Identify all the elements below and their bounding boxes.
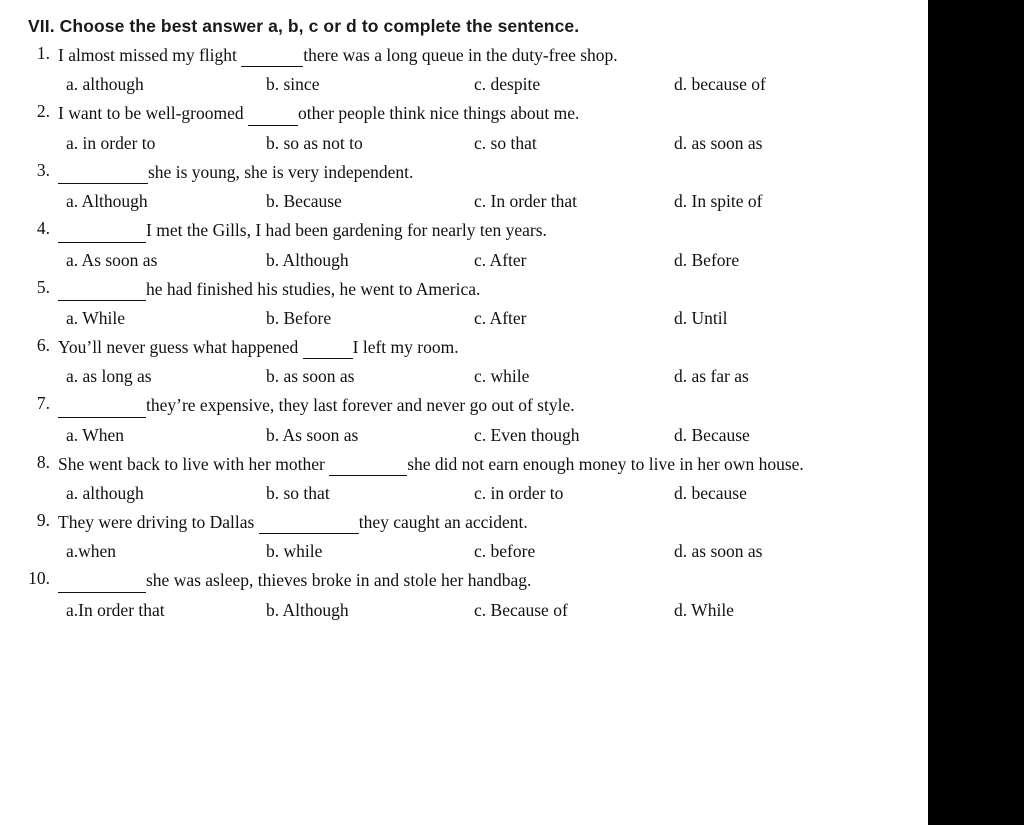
option-choice[interactable]: c. despite bbox=[474, 74, 541, 95]
answer-blank[interactable] bbox=[259, 508, 359, 534]
option-choice[interactable]: a. Although bbox=[66, 191, 148, 212]
section-title: Choose the best answer a, b, c or d to complete the sentence. bbox=[59, 16, 580, 36]
option-choice[interactable]: b. since bbox=[266, 74, 320, 95]
question-text bbox=[58, 277, 910, 303]
option-choice[interactable]: b. so as not to bbox=[266, 132, 363, 153]
question-row bbox=[28, 568, 910, 594]
question-number: 1. bbox=[36, 43, 50, 63]
question-text bbox=[58, 160, 910, 186]
question-text-after-blank: they caught an accident. bbox=[358, 512, 528, 532]
option-choice[interactable]: a. as long as bbox=[66, 366, 152, 387]
question-row bbox=[28, 43, 910, 69]
option-choice[interactable]: b. while bbox=[266, 541, 323, 562]
question-number: 8. bbox=[36, 451, 50, 472]
question-number: 3. bbox=[36, 159, 50, 180]
option-choice[interactable]: a. although bbox=[66, 74, 144, 95]
question-row bbox=[28, 452, 910, 478]
option-choice[interactable]: b. Because bbox=[266, 191, 342, 212]
option-row bbox=[66, 366, 910, 387]
option-choice[interactable]: b. Although bbox=[266, 599, 349, 620]
question-text-after-blank: they’re expensive, they last forever and never go out of style. bbox=[146, 395, 575, 416]
option-choice[interactable]: b. so that bbox=[266, 483, 330, 503]
option-row bbox=[66, 191, 910, 212]
answer-blank[interactable] bbox=[303, 333, 353, 359]
option-row bbox=[66, 250, 910, 271]
option-choice[interactable]: a. When bbox=[66, 424, 124, 445]
option-choice[interactable]: c. Even though bbox=[474, 424, 580, 445]
question-text bbox=[58, 393, 910, 419]
option-choice[interactable]: d. While bbox=[674, 599, 734, 620]
question-text-after-blank: she is young, she is very independent. bbox=[148, 161, 414, 182]
question-text-before-blank: They were driving to Dallas bbox=[58, 512, 259, 532]
question-text bbox=[58, 101, 910, 127]
question-row bbox=[28, 218, 910, 244]
option-choice[interactable]: b. as soon as bbox=[266, 366, 355, 387]
answer-blank[interactable] bbox=[58, 158, 148, 184]
question-text bbox=[58, 43, 910, 69]
option-choice[interactable]: c. Because of bbox=[474, 599, 568, 620]
question-text bbox=[58, 452, 910, 478]
question-number: 6. bbox=[36, 334, 50, 355]
option-choice[interactable]: c. After bbox=[474, 307, 527, 328]
answer-blank[interactable] bbox=[241, 41, 303, 67]
option-choice[interactable]: c. while bbox=[474, 366, 530, 387]
option-choice[interactable]: c. In order that bbox=[474, 191, 578, 212]
answer-blank[interactable] bbox=[58, 216, 146, 242]
option-choice[interactable]: d. Before bbox=[674, 249, 740, 270]
question-number: 7. bbox=[36, 393, 50, 414]
question-text bbox=[58, 568, 910, 594]
question-text-after-blank: other people think nice things about me. bbox=[298, 103, 580, 124]
question-row bbox=[28, 277, 910, 303]
question-text-before-blank: You’ll never guess what happened bbox=[58, 336, 303, 357]
option-row bbox=[66, 74, 910, 95]
option-choice[interactable]: d. as far as bbox=[674, 366, 749, 387]
option-choice[interactable]: b. Before bbox=[266, 307, 332, 328]
section-number: VII. bbox=[28, 16, 55, 36]
option-choice[interactable]: d. because bbox=[674, 483, 747, 503]
question-text-before-blank: I almost missed my flight bbox=[58, 45, 242, 65]
question-number: 10. bbox=[28, 568, 50, 589]
option-choice[interactable]: c. before bbox=[474, 541, 536, 562]
question-row bbox=[28, 335, 910, 361]
option-choice[interactable]: a.In order that bbox=[66, 599, 165, 620]
question-number: 5. bbox=[36, 276, 50, 297]
option-choice[interactable]: d. Because bbox=[674, 424, 750, 445]
question-text-after-blank: there was a long queue in the duty-free shop. bbox=[303, 45, 618, 65]
option-row bbox=[66, 600, 910, 621]
answer-blank[interactable] bbox=[58, 391, 146, 417]
option-row bbox=[66, 541, 910, 562]
question-text-after-blank: she was asleep, thieves broke in and stole her handbag. bbox=[146, 570, 532, 591]
option-choice[interactable]: d. In spite of bbox=[674, 191, 763, 212]
option-choice[interactable]: b. As soon as bbox=[266, 424, 359, 445]
option-choice[interactable]: c. in order to bbox=[474, 483, 564, 503]
option-row bbox=[66, 308, 910, 329]
question-text-after-blank: I met the Gills, I had been gardening for nearly ten years. bbox=[146, 220, 547, 241]
option-choice[interactable]: d. because of bbox=[674, 74, 766, 95]
question-list bbox=[28, 43, 910, 621]
question-number: 4. bbox=[36, 218, 50, 239]
section-heading bbox=[28, 16, 910, 37]
question-text bbox=[58, 218, 910, 244]
question-text-after-blank: she did not earn enough money to live in her own house. bbox=[407, 453, 804, 474]
question-text-after-blank: he had finished his studies, he went to America. bbox=[146, 278, 481, 299]
question-row bbox=[28, 393, 910, 419]
option-choice[interactable]: d. as soon as bbox=[674, 132, 763, 153]
option-choice[interactable]: a.when bbox=[66, 541, 117, 562]
option-choice[interactable]: b. Although bbox=[266, 249, 349, 270]
question-text-after-blank: I left my room. bbox=[352, 336, 459, 357]
option-choice[interactable]: a. While bbox=[66, 307, 125, 328]
question-number: 2. bbox=[36, 101, 50, 122]
answer-blank[interactable] bbox=[58, 566, 146, 592]
option-row bbox=[66, 483, 910, 504]
option-row bbox=[66, 133, 910, 154]
option-choice[interactable]: a. in order to bbox=[66, 132, 156, 153]
question-text bbox=[58, 510, 910, 536]
question-number: 9. bbox=[36, 510, 50, 530]
option-choice[interactable]: a. As soon as bbox=[66, 249, 158, 270]
question-row bbox=[28, 101, 910, 127]
question-text-before-blank: I want to be well-groomed bbox=[58, 103, 249, 124]
option-choice[interactable]: c. so that bbox=[474, 132, 537, 153]
question-text bbox=[58, 335, 910, 361]
answer-blank[interactable] bbox=[329, 450, 407, 476]
option-choice[interactable]: d. as soon as bbox=[674, 541, 763, 562]
question-row bbox=[28, 160, 910, 186]
answer-blank[interactable] bbox=[58, 275, 146, 301]
question-row bbox=[28, 510, 910, 536]
question-text-before-blank: She went back to live with her mother bbox=[58, 453, 330, 474]
option-choice[interactable]: a. although bbox=[66, 483, 144, 503]
option-choice[interactable]: c. After bbox=[474, 249, 527, 270]
answer-blank[interactable] bbox=[248, 99, 298, 125]
option-row bbox=[66, 425, 910, 446]
option-choice[interactable]: d. Until bbox=[674, 307, 728, 328]
